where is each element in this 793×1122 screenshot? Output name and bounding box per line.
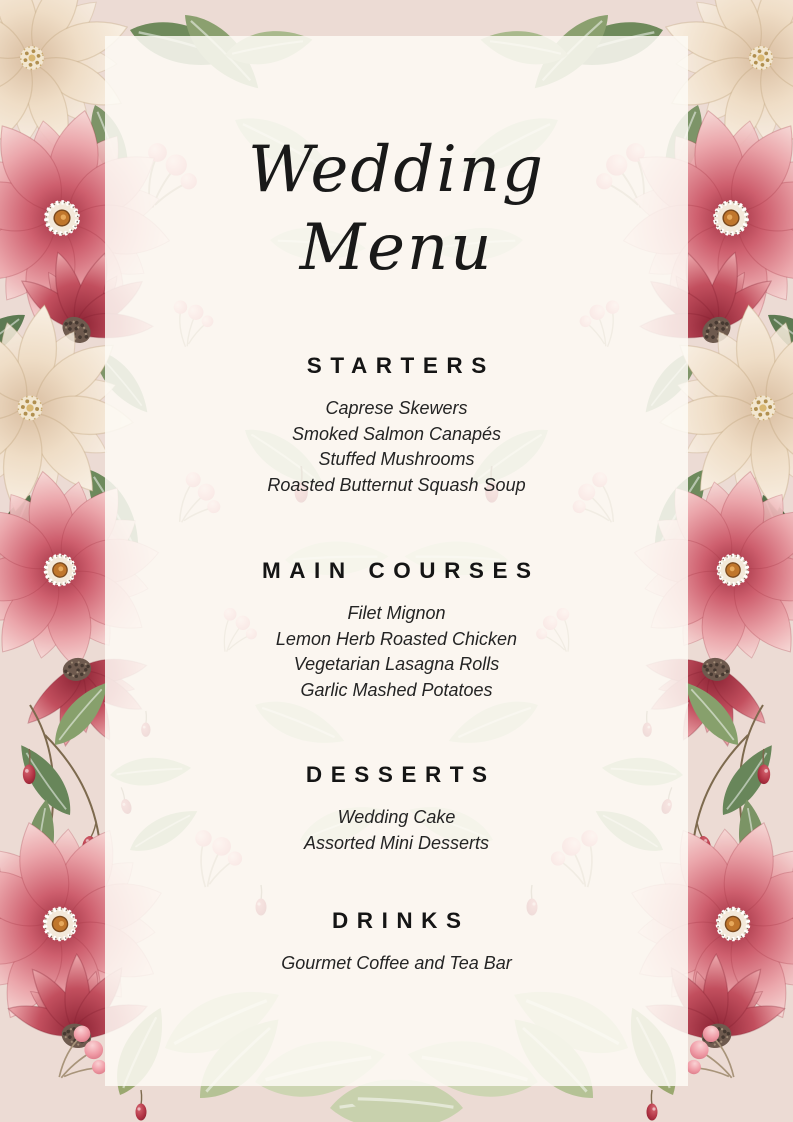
section-drinks [105,905,688,977]
section-starters [105,350,688,498]
menu-item: Garlic Mashed Potatoes [300,679,493,700]
menu-item: Smoked Salmon Canapés [291,423,502,444]
menu-item: Caprese Skewers [325,398,468,418]
menu-title-line1: Wedding [247,133,546,207]
desserts-item-list [105,805,688,856]
section-heading-starters: STARTERS [306,353,495,378]
menu-item: Roasted Butternut Squash Soup [267,474,526,495]
section-heading-desserts: DESSERTS [305,762,496,787]
section-main-courses [105,555,688,703]
menu-title [105,131,688,287]
main-courses-item-list [105,601,688,703]
starters-item-list [105,396,688,498]
menu-item: Gourmet Coffee and Tea Bar [281,953,512,973]
section-heading-main-courses: MAIN COURSES [261,558,540,583]
menu-title-line2: Menu [299,211,494,285]
section-heading-drinks: DRINKS [331,908,470,933]
menu-item: Assorted Mini Desserts [303,832,490,853]
menu-item: Stuffed Mushrooms [318,449,475,469]
menu-item: Wedding Cake [337,807,456,827]
menu-item: Vegetarian Lasagna Rolls [293,654,500,674]
section-desserts [105,759,688,856]
menu-item: Lemon Herb Roasted Chicken [275,628,518,649]
menu-item: Filet Mignon [347,603,446,623]
drinks-item-list [105,951,688,977]
menu-content [105,36,688,977]
